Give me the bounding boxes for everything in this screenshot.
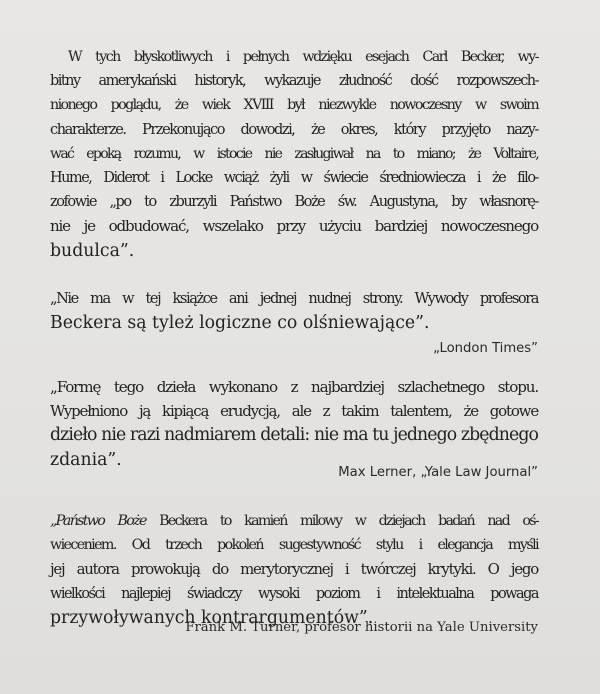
review-quote-frank-turner xyxy=(50,509,538,630)
intro-line: nie je odbudować, wszelako przy użyciu bardziej nowoczesnego xyxy=(50,217,538,236)
intro-line: zofowie „po to zburzyli Państwo Boże św. Augustyna, by własnorę- xyxy=(50,194,538,211)
quote-attribution: „London Times” xyxy=(433,341,538,356)
quote-attribution: Max Lerner, „Yale Law Journal” xyxy=(338,465,538,480)
intro-paragraph xyxy=(50,45,538,263)
quote-line: Beckera są tyleż logiczne co olśniewające”. xyxy=(50,313,430,334)
intro-line: W tych błyskotliwych i pełnych wdzięku esejach Carl Becker, wy- xyxy=(68,49,538,65)
quote-line: dzieło nie razi nadmiarem detali: nie ma tu jednego zbędnego xyxy=(50,425,538,446)
intro-line: Hume, Diderot i Locke wciąż żyli w świecie średniowiecza i że filo- xyxy=(50,170,538,187)
intro-line: wać epoką rozumu, w istocie nie zasługiwał na to miano; że Voltaire, xyxy=(50,145,538,162)
quote-line: wielkości najlepiej świadczy wysoki poziom i intelektualna powaga xyxy=(50,585,538,602)
book-title-italic: „Państwo Boże xyxy=(50,513,146,529)
quote-line-rest: Beckera to kamień milowy w dziejach badań nad oś- xyxy=(145,513,539,529)
review-quote-london-times xyxy=(50,287,538,335)
intro-line: budulca”. xyxy=(50,240,135,261)
intro-line: bitny amerykański historyk, wykazuje złudność dość rozpowszech- xyxy=(50,73,538,90)
quote-line: przywoływanych kontrargumentów”. xyxy=(50,607,374,628)
quote-line: wieceniem. Od trzech pokoleń sugestywność stylu i elegancja myśli xyxy=(50,537,538,554)
quote-attribution: Frank M. Turner, profesor historii na Yale University xyxy=(185,620,538,635)
quote-line: „Formę tego dzieła wykonano z najbardziej szlachetnego stopu. xyxy=(50,378,538,396)
review-quote-yale-law-journal xyxy=(50,375,538,472)
intro-line: charakterze. Przekonująco dowodzi, że okres, który przyjęto nazy- xyxy=(50,121,538,138)
quote-line: zdania”. xyxy=(50,449,122,470)
quote-line: Wypełniono ją kipiącą erudycją, ale z takim talentem, że gotowe xyxy=(50,402,538,421)
quote-line: jej autora prowokują do merytorycznej i twórczej krytyki. O jego xyxy=(50,560,538,579)
quote-line: „Nie ma w tej książce ani jednej nudnej strony. Wywody profesora xyxy=(50,290,538,307)
intro-line: nionego poglądu, że wiek XVIII był niezwykle nowoczesny w swoim xyxy=(50,97,538,114)
quote-line xyxy=(50,509,538,533)
